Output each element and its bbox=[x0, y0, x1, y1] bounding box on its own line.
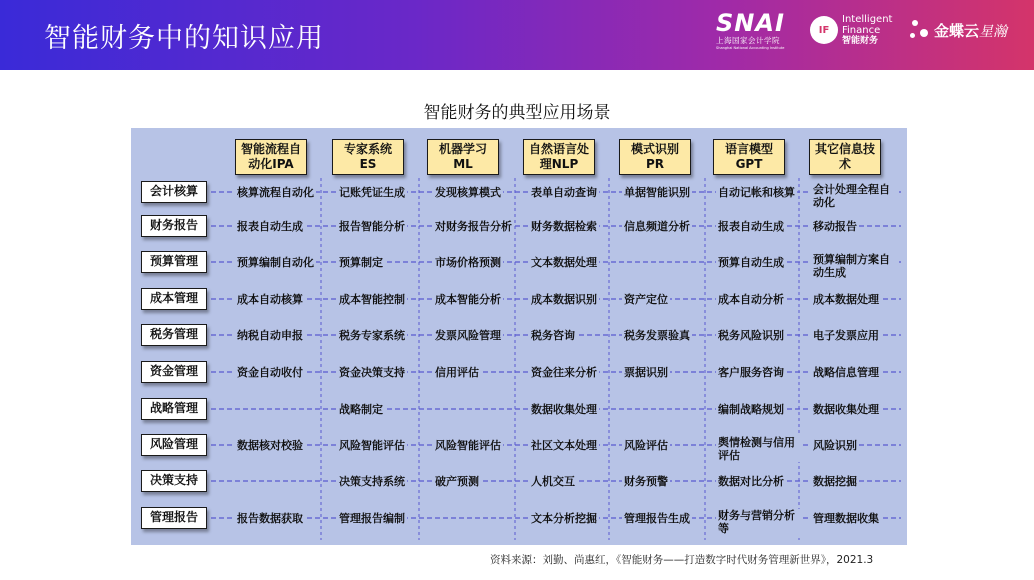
row-header: 财务报告 bbox=[141, 215, 207, 237]
matrix-cell: 客户服务咨询 bbox=[718, 366, 784, 379]
matrix-cell: 成本智能分析 bbox=[435, 293, 501, 306]
matrix-cell: 预算制定 bbox=[339, 256, 383, 269]
page-title: 智能财务中的知识应用 bbox=[44, 23, 324, 54]
kingdee-logo-text bbox=[934, 20, 1007, 41]
matrix-cell: 成本数据识别 bbox=[531, 293, 597, 306]
main-title: 智能财务的典型应用场景 bbox=[423, 103, 611, 123]
matrix-cell: 成本数据处理 bbox=[813, 293, 879, 306]
matrix-cell: 财务预警 bbox=[624, 475, 668, 488]
matrix-cell: 发票风险管理 bbox=[435, 329, 501, 342]
matrix-cell: 风险识别 bbox=[813, 439, 857, 452]
kingdee-suffix: 星瀚 bbox=[979, 24, 1008, 40]
matrix-cell: 数据核对校验 bbox=[237, 439, 303, 452]
matrix-cell: 数据对比分析 bbox=[718, 475, 784, 488]
matrix-cell: 风险评估 bbox=[624, 439, 668, 452]
matrix-cell: 社区文本处理 bbox=[531, 439, 597, 452]
if-badge-icon: IF bbox=[810, 16, 838, 44]
column-header: 模式识别 PR bbox=[619, 139, 691, 175]
matrix-cell: 报表自动生成 bbox=[237, 220, 303, 233]
snai-logo-word: SNAI bbox=[716, 9, 785, 37]
matrix-cell: 财务数据检索 bbox=[531, 220, 597, 233]
header-banner bbox=[0, 0, 1034, 70]
matrix-cell: 编制战略规划 bbox=[718, 403, 784, 416]
matrix-cell: 资金决策支持 bbox=[339, 366, 405, 379]
matrix-cell: 战略信息管理 bbox=[813, 366, 879, 379]
matrix-cell: 对财务报告分析 bbox=[435, 220, 512, 233]
column-header: 智能流程自动化IPA bbox=[235, 139, 307, 175]
matrix-cell: 风险智能评估 bbox=[435, 439, 501, 452]
matrix-cell: 税务风险识别 bbox=[718, 329, 784, 342]
row-header: 管理报告 bbox=[141, 507, 207, 529]
matrix-cell: 税务咨询 bbox=[531, 329, 575, 342]
matrix-cell: 管理报告生成 bbox=[624, 512, 690, 525]
matrix-cell: 市场价格预测 bbox=[435, 256, 501, 269]
matrix-cell: 人机交互 bbox=[531, 475, 575, 488]
matrix-cell: 表单自动查询 bbox=[531, 186, 597, 199]
column-header: 自然语言处理NLP bbox=[523, 139, 595, 175]
matrix-cell: 资金自动收付 bbox=[237, 366, 303, 379]
matrix-cell: 核算流程自动化 bbox=[237, 186, 314, 199]
if-line1: Intelligent bbox=[842, 14, 893, 25]
matrix-cell: 移动报告 bbox=[813, 220, 857, 233]
matrix-cell: 财务与营销分析等 bbox=[716, 509, 802, 535]
matrix-cell: 发现核算模式 bbox=[435, 186, 501, 199]
matrix-cell: 纳税自动申报 bbox=[237, 329, 303, 342]
kingdee-name: 金蝶云 bbox=[934, 22, 980, 40]
matrix-cell: 电子发票应用 bbox=[813, 329, 879, 342]
row-header: 决策支持 bbox=[141, 470, 207, 492]
matrix-cell: 税务发票验真 bbox=[624, 329, 690, 342]
matrix-cell: 报告数据获取 bbox=[237, 512, 303, 525]
row-header: 风险管理 bbox=[141, 434, 207, 456]
matrix-cell: 成本自动分析 bbox=[718, 293, 784, 306]
matrix-cell: 报告智能分析 bbox=[339, 220, 405, 233]
matrix-cell: 数据收集处理 bbox=[531, 403, 597, 416]
matrix-cell: 文本数据处理 bbox=[531, 256, 597, 269]
matrix-cell: 资金往来分析 bbox=[531, 366, 597, 379]
matrix-cell: 战略制定 bbox=[339, 403, 383, 416]
snai-logo bbox=[716, 10, 796, 58]
matrix-cell: 会计处理全程自动化 bbox=[811, 183, 897, 209]
matrix-cell: 自动记帐和核算 bbox=[718, 186, 795, 199]
row-header: 税务管理 bbox=[141, 324, 207, 346]
matrix-cell: 资产定位 bbox=[624, 293, 668, 306]
matrix-cell: 决策支持系统 bbox=[339, 475, 405, 488]
matrix-cell: 管理报告编制 bbox=[339, 512, 405, 525]
row-header: 资金管理 bbox=[141, 361, 207, 383]
matrix-cell: 信用评估 bbox=[435, 366, 479, 379]
matrix-cell: 破产预测 bbox=[435, 475, 479, 488]
snai-logo-cn: 上海国家会计学院 bbox=[716, 36, 780, 45]
intelligent-finance-logo bbox=[810, 14, 900, 50]
matrix-cell: 成本智能控制 bbox=[339, 293, 405, 306]
application-matrix bbox=[131, 128, 907, 545]
source-citation: 资料来源：刘勤、尚惠红，《智能财务——打造数字时代财务管理新世界》，2021.3 bbox=[490, 554, 874, 566]
if-line2: Finance bbox=[842, 25, 881, 36]
matrix-cell: 舆情检测与信用评估 bbox=[716, 436, 802, 462]
column-header: 机器学习 ML bbox=[427, 139, 499, 175]
matrix-cell: 预算编制方案自动生成 bbox=[811, 253, 897, 279]
matrix-cell: 数据挖掘 bbox=[813, 475, 857, 488]
matrix-cell: 报表自动生成 bbox=[718, 220, 784, 233]
matrix-cell: 成本自动核算 bbox=[237, 293, 303, 306]
column-header: 其它信息技术 bbox=[809, 139, 881, 175]
matrix-cell: 票据识别 bbox=[624, 366, 668, 379]
matrix-cell: 单据智能识别 bbox=[624, 186, 690, 199]
matrix-cell: 税务专家系统 bbox=[339, 329, 405, 342]
snai-logo-en: Shanghai National Accounting Institute bbox=[716, 46, 785, 50]
matrix-cell: 风险智能评估 bbox=[339, 439, 405, 452]
matrix-cell: 管理数据收集 bbox=[813, 512, 879, 525]
column-header: 专家系统 ES bbox=[332, 139, 404, 175]
matrix-cell: 数据收集处理 bbox=[813, 403, 879, 416]
row-header: 成本管理 bbox=[141, 288, 207, 310]
matrix-cell: 文本分析挖掘 bbox=[531, 512, 597, 525]
if-line3: 智能财务 bbox=[842, 36, 879, 46]
kingdee-dots-icon bbox=[910, 20, 934, 42]
column-header: 语言模型 GPT bbox=[713, 139, 785, 175]
matrix-cell: 信息频道分析 bbox=[624, 220, 690, 233]
row-header: 战略管理 bbox=[141, 398, 207, 420]
matrix-cell: 预算自动生成 bbox=[718, 256, 784, 269]
row-header: 会计核算 bbox=[141, 181, 207, 203]
row-header: 预算管理 bbox=[141, 251, 207, 273]
matrix-cell: 记账凭证生成 bbox=[339, 186, 405, 199]
if-logo-text bbox=[842, 14, 892, 47]
matrix-cell: 预算编制自动化 bbox=[237, 256, 314, 269]
